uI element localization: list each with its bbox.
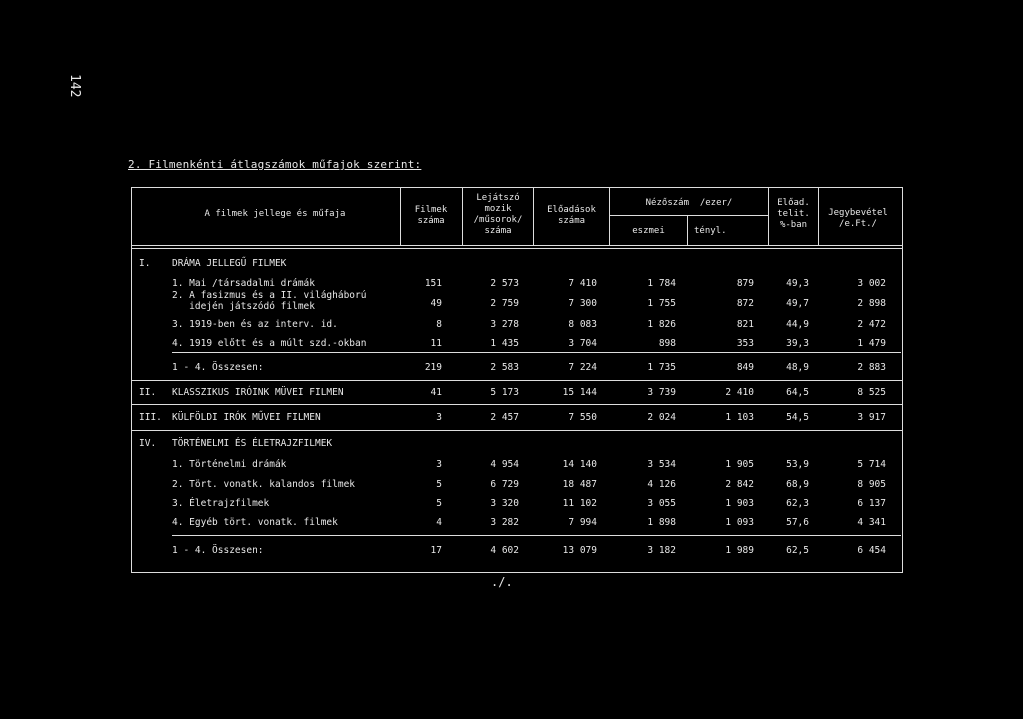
- table-cell: 1 479: [857, 338, 886, 349]
- table-cell: 14 140: [562, 459, 597, 470]
- subtotal-rule: [172, 352, 901, 353]
- table-cell: 1 093: [725, 517, 754, 528]
- section-rule: [131, 430, 902, 431]
- table-cell: 872: [736, 298, 754, 309]
- table-cell: 353: [736, 338, 754, 349]
- table-cell: 8: [436, 319, 442, 330]
- row-label: 1. Mai /társadalmi drámák: [172, 278, 315, 289]
- table-cell: 3 002: [857, 278, 886, 289]
- table-cell: 7 994: [568, 517, 597, 528]
- col-header-viewers: Nézőszám /ezer/: [645, 198, 733, 208]
- table-heading: 2. Filmenkénti átlagszámok műfajok szerint:: [128, 158, 422, 171]
- table-cell: 4: [436, 517, 442, 528]
- table-cell: 2 883: [857, 362, 886, 373]
- row-label: 2. A fasizmus és a II. világháború idején játszódó filmek: [172, 290, 367, 312]
- row-label: 1 - 4. Összesen:: [172, 362, 264, 373]
- section-title: TÖRTÉNELMI ÉS ÉLETRAJZFILMEK: [172, 438, 333, 449]
- table-cell: 1 755: [647, 298, 676, 309]
- table-cell: 1 435: [490, 338, 519, 349]
- section-number: III.: [139, 412, 162, 423]
- table-cell: 2 573: [490, 278, 519, 289]
- table-cell: 49,7: [786, 298, 809, 309]
- table-cell: 7 550: [568, 412, 597, 423]
- table-cell: 6 137: [857, 498, 886, 509]
- row-label: 4. 1919 előtt és a múlt szd.-okban: [172, 338, 367, 349]
- table-cell: 3: [436, 459, 442, 470]
- table-cell: 39,3: [786, 338, 809, 349]
- row-label: 1. Történelmi drámák: [172, 459, 287, 470]
- table-cell: 3 917: [857, 412, 886, 423]
- table-cell: 13 079: [562, 545, 597, 556]
- table-cell: 2 842: [725, 479, 754, 490]
- section-rule: [131, 404, 902, 405]
- table-cell: 8 083: [568, 319, 597, 330]
- table-cell: 2 024: [647, 412, 676, 423]
- table-cell: 57,6: [786, 517, 809, 528]
- table-cell: 2 457: [490, 412, 519, 423]
- table-cell: 5 173: [490, 387, 519, 398]
- header-rule-double: [131, 248, 902, 249]
- col-header-revenue: Jegybevétel /e.Ft./: [828, 208, 888, 229]
- table-cell: 8 525: [857, 387, 886, 398]
- table-cell: 11: [430, 338, 442, 349]
- table-cell: 219: [424, 362, 442, 373]
- table-cell: 1 784: [647, 278, 676, 289]
- table-cell: 879: [736, 278, 754, 289]
- row-label: 2. Tört. vonatk. kalandos filmek: [172, 479, 356, 490]
- table-cell: 3 704: [568, 338, 597, 349]
- table-cell: 5: [436, 498, 442, 509]
- table-cell: 3 534: [647, 459, 676, 470]
- table-cell: 4 126: [647, 479, 676, 490]
- row-label: 1 - 4. Összesen:: [172, 545, 264, 556]
- table-cell: 2 410: [725, 387, 754, 398]
- section-number: IV.: [139, 438, 157, 449]
- table-cell: 151: [424, 278, 442, 289]
- table-cell: 6 454: [857, 545, 886, 556]
- table-cell: 5 714: [857, 459, 886, 470]
- page-number: 142: [67, 74, 82, 98]
- table-cell: 7 300: [568, 298, 597, 309]
- table-cell: 4 341: [857, 517, 886, 528]
- row-label: 4. Egyéb tört. vonatk. filmek: [172, 517, 338, 528]
- continuation-mark: ./.: [491, 575, 513, 589]
- table-cell: 5: [436, 479, 442, 490]
- table-cell: 3 739: [647, 387, 676, 398]
- table-cell: 849: [736, 362, 754, 373]
- section-number: II.: [139, 387, 157, 398]
- table-cell: 1 898: [647, 517, 676, 528]
- table-cell: 3 282: [490, 517, 519, 528]
- table-cell: 15 144: [562, 387, 597, 398]
- table-cell: 3 278: [490, 319, 519, 330]
- table-cell: 68,9: [786, 479, 809, 490]
- section-number: I.: [139, 258, 151, 269]
- table-cell: 3 182: [647, 545, 676, 556]
- table-cell: 49: [430, 298, 442, 309]
- table-cell: 2 472: [857, 319, 886, 330]
- col-header-cinemas: Lejátszó mozik /műsorok/ száma: [473, 193, 523, 236]
- table-cell: 2 583: [490, 362, 519, 373]
- table-cell: 3 320: [490, 498, 519, 509]
- table-cell: 4 602: [490, 545, 519, 556]
- col-header-films: Filmek száma: [414, 205, 448, 226]
- row-label: 3. Életrajzfilmek: [172, 498, 270, 509]
- table-cell: 41: [430, 387, 442, 398]
- table-cell: 7 410: [568, 278, 597, 289]
- table-cell: 2 898: [857, 298, 886, 309]
- section-title: DRÁMA JELLEGŰ FILMEK: [172, 258, 287, 269]
- viewers-subheader-rule: [609, 215, 768, 216]
- table-cell: 1 103: [725, 412, 754, 423]
- table-cell: 4 954: [490, 459, 519, 470]
- header-rule: [131, 245, 902, 246]
- section-title: KLASSZIKUS IRÓINK MÜVEI FILMEN: [172, 387, 344, 398]
- col-header-viewers-actual: tényl.: [694, 226, 727, 236]
- table-cell: 11 102: [562, 498, 597, 509]
- table-cell: 54,5: [786, 412, 809, 423]
- table-cell: 62,3: [786, 498, 809, 509]
- table-cell: 64,5: [786, 387, 809, 398]
- table-cell: 898: [658, 338, 676, 349]
- table-cell: 1 735: [647, 362, 676, 373]
- table-cell: 3: [436, 412, 442, 423]
- table-cell: 1 826: [647, 319, 676, 330]
- table-cell: 1 905: [725, 459, 754, 470]
- table-cell: 1 989: [725, 545, 754, 556]
- table-cell: 6 729: [490, 479, 519, 490]
- table-cell: 2 759: [490, 298, 519, 309]
- col-header-viewers-planned: eszmei: [632, 226, 665, 236]
- section-title: KÜLFÖLDI IRÓK MŰVEI FILMEN: [172, 412, 321, 423]
- table-cell: 8 905: [857, 479, 886, 490]
- table-cell: 821: [736, 319, 754, 330]
- table-cell: 7 224: [568, 362, 597, 373]
- col-header-screenings: Előadások száma: [547, 205, 596, 226]
- col-header-genre: A filmek jellege és műfaja: [204, 209, 346, 219]
- row-label: 3. 1919-ben és az interv. id.: [172, 319, 338, 330]
- table-cell: 18 487: [562, 479, 597, 490]
- table-cell: 44,9: [786, 319, 809, 330]
- table-cell: 48,9: [786, 362, 809, 373]
- table-cell: 3 055: [647, 498, 676, 509]
- table-cell: 62,5: [786, 545, 809, 556]
- col-header-occupancy: Előad. telit. %-ban: [777, 198, 810, 230]
- section-rule: [131, 380, 902, 381]
- table-cell: 49,3: [786, 278, 809, 289]
- subtotal-rule: [172, 535, 901, 536]
- table-cell: 53,9: [786, 459, 809, 470]
- table-cell: 1 903: [725, 498, 754, 509]
- table-cell: 17: [430, 545, 442, 556]
